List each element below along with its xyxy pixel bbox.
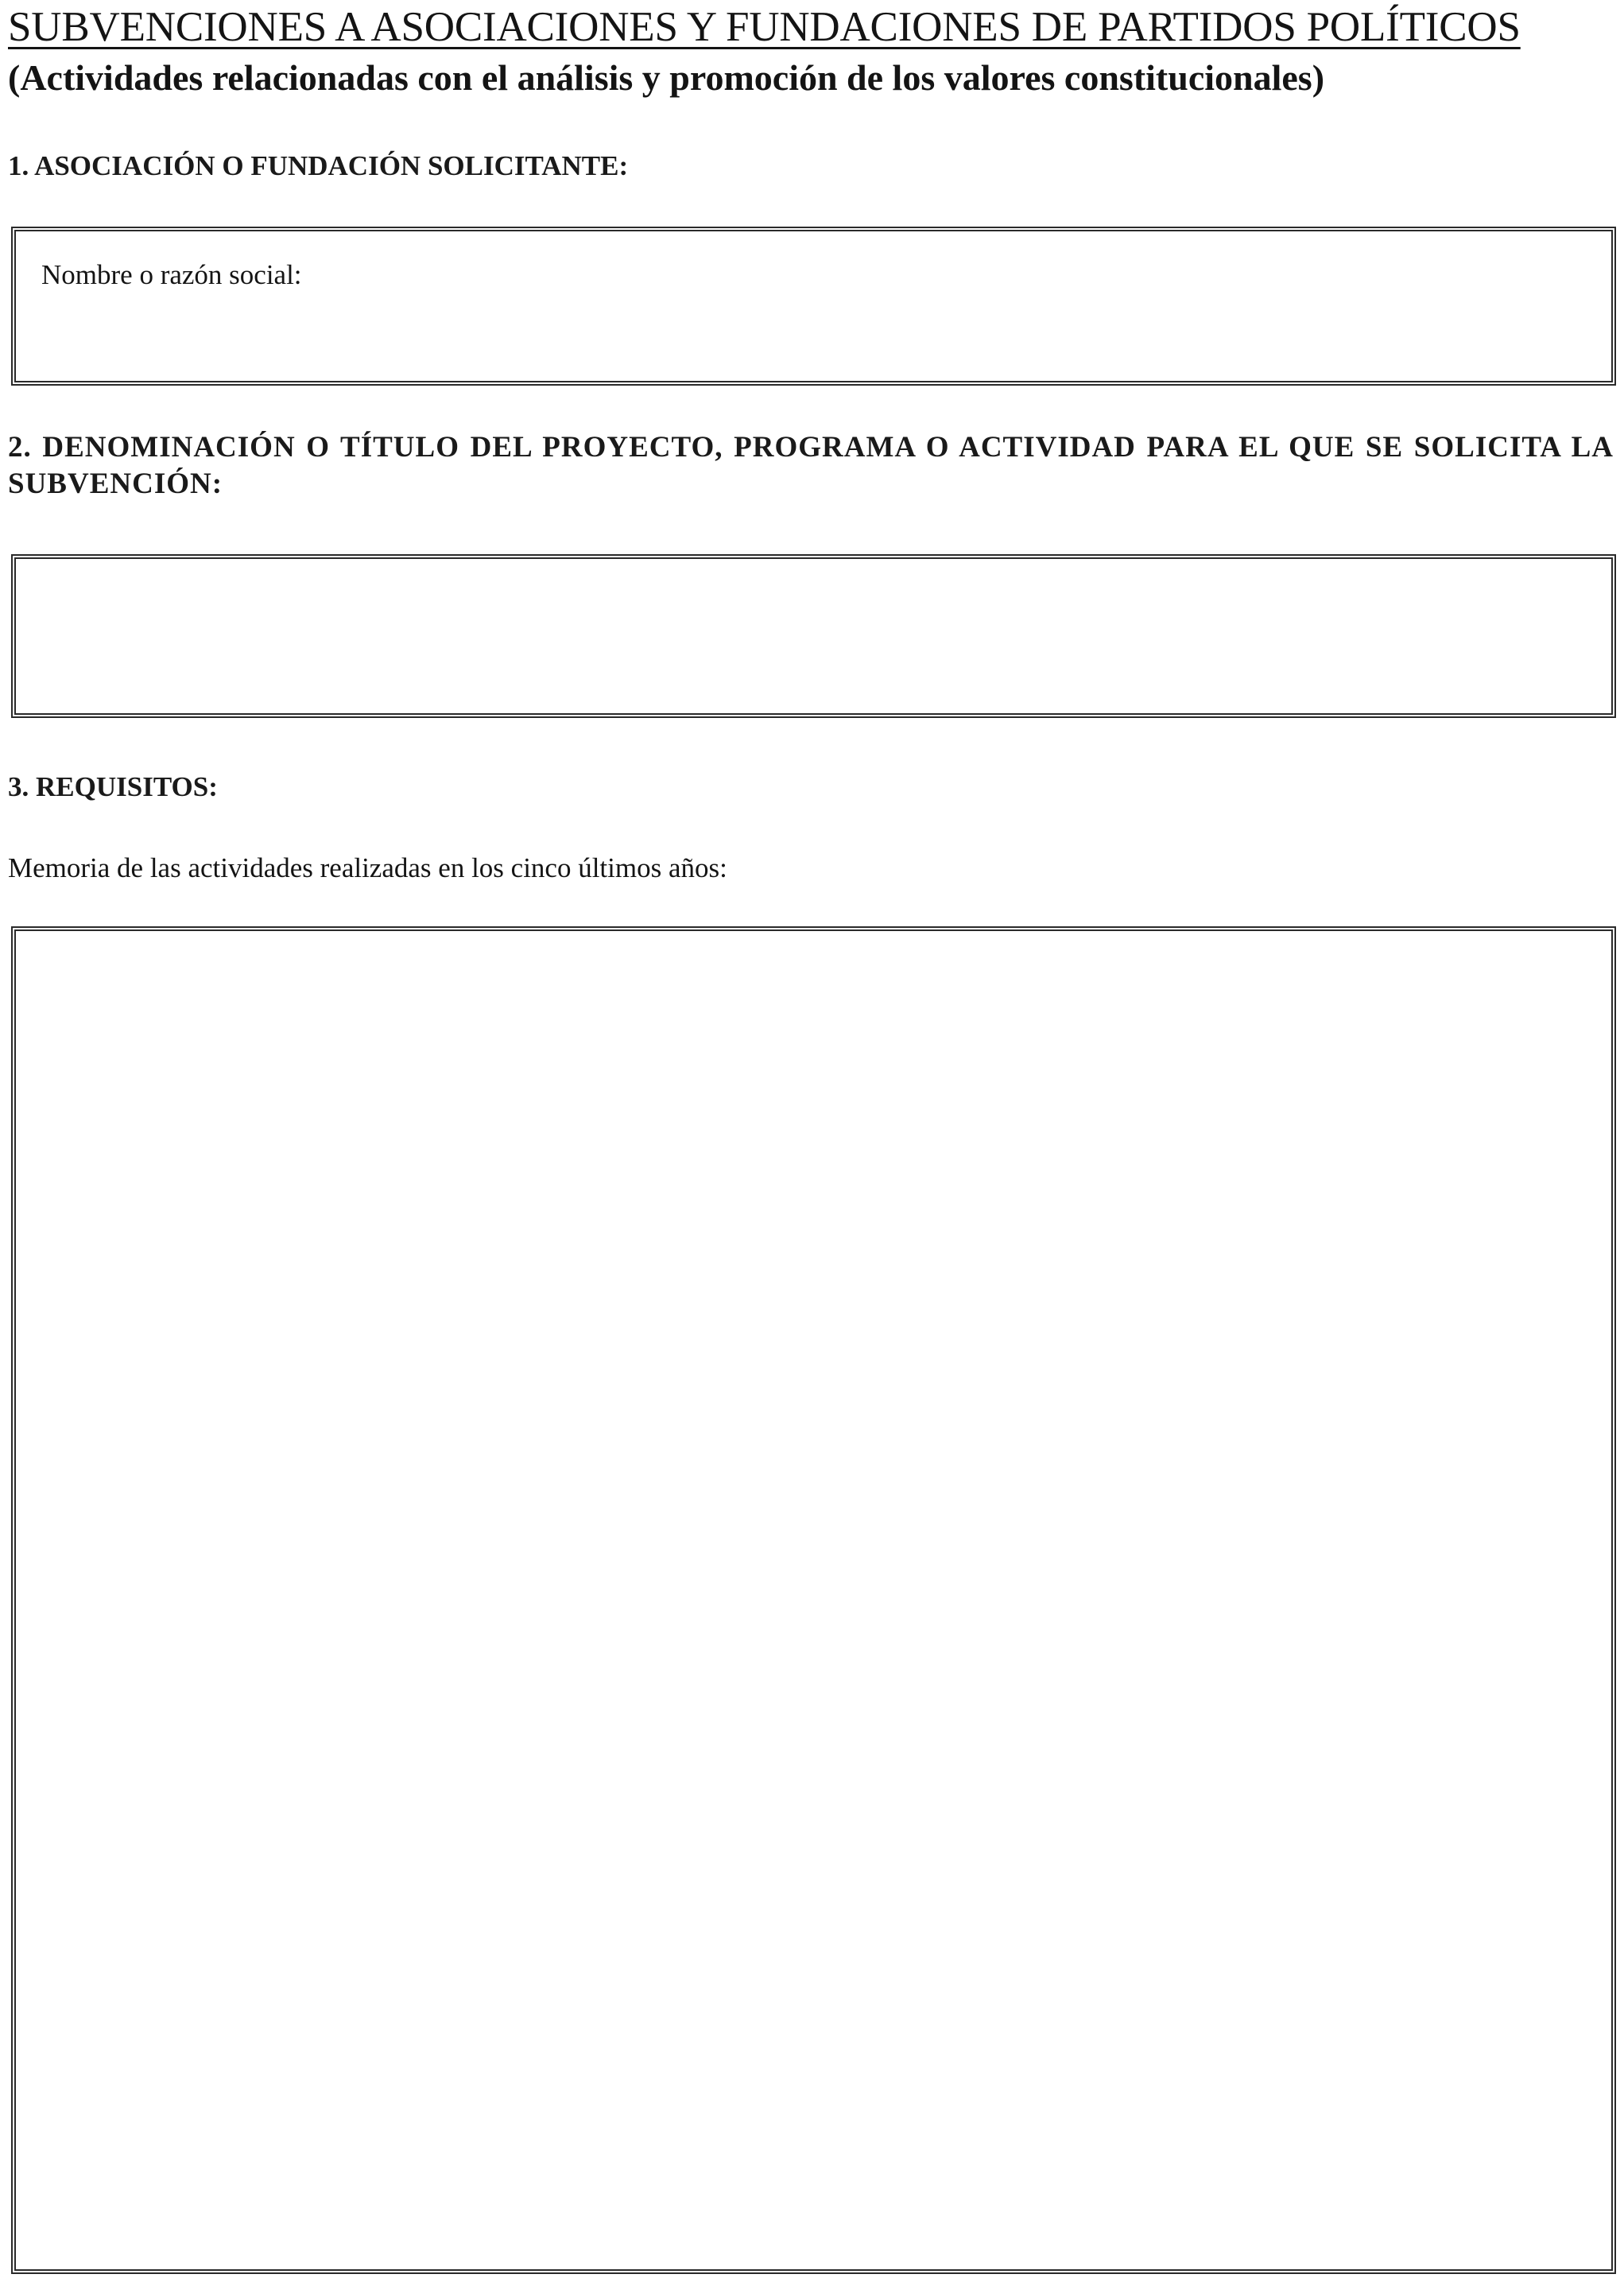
memoria-box xyxy=(11,926,1616,2274)
memoria-label: Memoria de las actividades realizadas en los cinco últimos años: xyxy=(8,852,727,883)
project-title-box xyxy=(11,554,1616,718)
section-3-heading: 3. REQUISITOS: xyxy=(8,771,218,802)
applicant-name-label: Nombre o razón social: xyxy=(41,259,302,290)
section-2-heading: 2. DENOMINACIÓN O TÍTULO DEL PROYECTO, PROGRAMA O ACTIVIDAD PARA EL QUE SE SOLICITA LA SUBVENCIÓN: xyxy=(8,431,1614,500)
applicant-name-box xyxy=(11,227,1616,386)
form-subtitle: (Actividades relacionadas con el análisis y promoción de los valores constitucionales) xyxy=(8,57,1325,98)
form-title: SUBVENCIONES A ASOCIACIONES Y FUNDACIONES DE PARTIDOS POLÍTICOS xyxy=(8,4,1521,50)
applicant-name-input[interactable] xyxy=(32,303,1595,370)
project-title-input[interactable] xyxy=(32,575,1595,702)
section-1-heading: 1. ASOCIACIÓN O FUNDACIÓN SOLICITANTE: xyxy=(8,150,629,181)
memoria-input[interactable] xyxy=(32,947,1595,2258)
